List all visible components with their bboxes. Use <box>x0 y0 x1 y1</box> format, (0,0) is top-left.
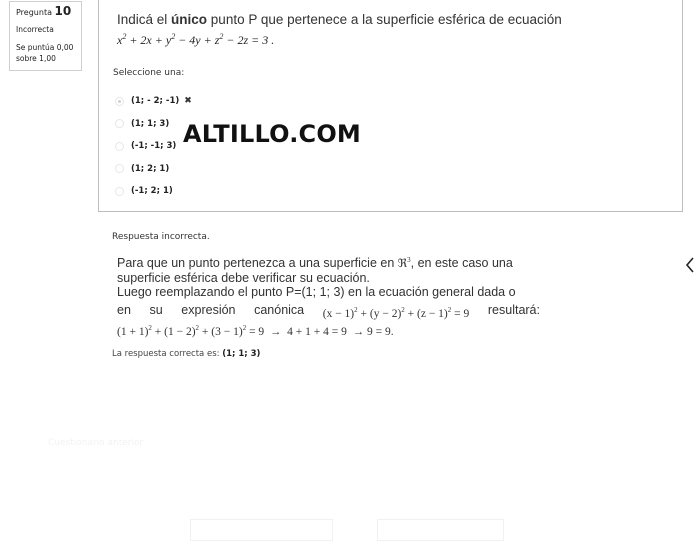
feedback-line-3: Luego reemplazando el punto P=(1; 1; 3) en la ecuación general dada o <box>117 284 516 299</box>
radio-option-d[interactable] <box>115 164 124 173</box>
feedback-line-1 <box>117 253 540 271</box>
question-text-end: punto P que pertenece a la superficie esférica de ecuación <box>207 12 562 27</box>
feedback-line-1-end: , en este caso una <box>410 255 513 270</box>
feedback-word-su: su <box>149 302 163 317</box>
radio-option-b[interactable] <box>115 119 124 128</box>
radio-option-e[interactable] <box>115 187 124 196</box>
nav-button-left[interactable] <box>190 519 333 541</box>
question-number <box>16 5 75 19</box>
question-state: Incorrecta <box>16 25 54 34</box>
question-label: Pregunta <box>16 8 52 17</box>
cross-icon: ✖ <box>184 96 192 107</box>
option-a-label: (1; - 2; -1) <box>131 96 180 107</box>
correct-answer-prefix: La respuesta correcta es: <box>112 349 223 359</box>
canonical-equation: $(x - 1)^2 + (y - 2)^2 + (z - 1)^2 = 9$ <box>322 305 470 320</box>
feedback-line-2: superficie esférica debe verificar su ecuación. <box>117 270 370 285</box>
option-b[interactable] <box>115 113 192 136</box>
option-e-label: (-1; 2; 1) <box>131 186 173 197</box>
question-info <box>9 1 82 71</box>
feedback-word-en: en <box>117 302 131 317</box>
correct-answer <box>112 349 260 359</box>
option-d[interactable] <box>115 158 192 181</box>
question-text <box>117 12 562 27</box>
select-prompt: Seleccione una: <box>113 68 185 78</box>
feedback-line-1-start: Para que un punto pertenezca a una superficie en <box>117 255 395 270</box>
watermark: ALTILLO.COM <box>183 120 362 148</box>
option-e[interactable] <box>115 180 192 203</box>
feedback-word-expresion: expresión <box>181 302 236 317</box>
question-equation: $x^2 + 2x + y^2 - 4y + z^2 - 2z = 3$ . <box>117 32 275 47</box>
substitution-equation: $(1 + 1)^2 + (1 - 2)^2 + (3 - 1)^2 = 9 \to 4 + 1 + 4 = 9 \to 9 = 9$. <box>117 323 394 338</box>
radio-option-a[interactable] <box>115 97 124 106</box>
question-text-start: Indicá el <box>117 12 172 27</box>
chevron-left-icon[interactable] <box>685 256 695 274</box>
answer-options <box>115 90 192 203</box>
feedback-line-4 <box>117 303 540 321</box>
question-content <box>98 0 683 212</box>
option-c-label: (-1; -1; 3) <box>131 141 177 152</box>
option-a[interactable] <box>115 90 192 113</box>
nav-button-right[interactable] <box>377 519 504 541</box>
question-text-emphasis: único <box>171 12 208 27</box>
feedback-word-canonica: canónica <box>254 302 305 317</box>
question-grade: Se puntúa 0,00 sobre 1,00 <box>16 43 74 63</box>
feedback-title: Respuesta incorrecta. <box>112 232 210 242</box>
feedback-text <box>117 253 540 338</box>
previous-quiz-link[interactable]: Cuestionario anterior <box>48 438 144 448</box>
option-d-label: (1; 2; 1) <box>131 163 170 174</box>
feedback-word-resultara: resultará: <box>487 302 540 317</box>
real-space-symbol: ℜ$^3$ <box>397 256 411 270</box>
question-number-value: 10 <box>54 4 72 18</box>
correct-answer-value: (1; 1; 3) <box>222 349 261 359</box>
option-b-label: (1; 1; 3) <box>131 118 170 129</box>
option-c[interactable] <box>115 135 192 158</box>
radio-option-c[interactable] <box>115 142 124 151</box>
